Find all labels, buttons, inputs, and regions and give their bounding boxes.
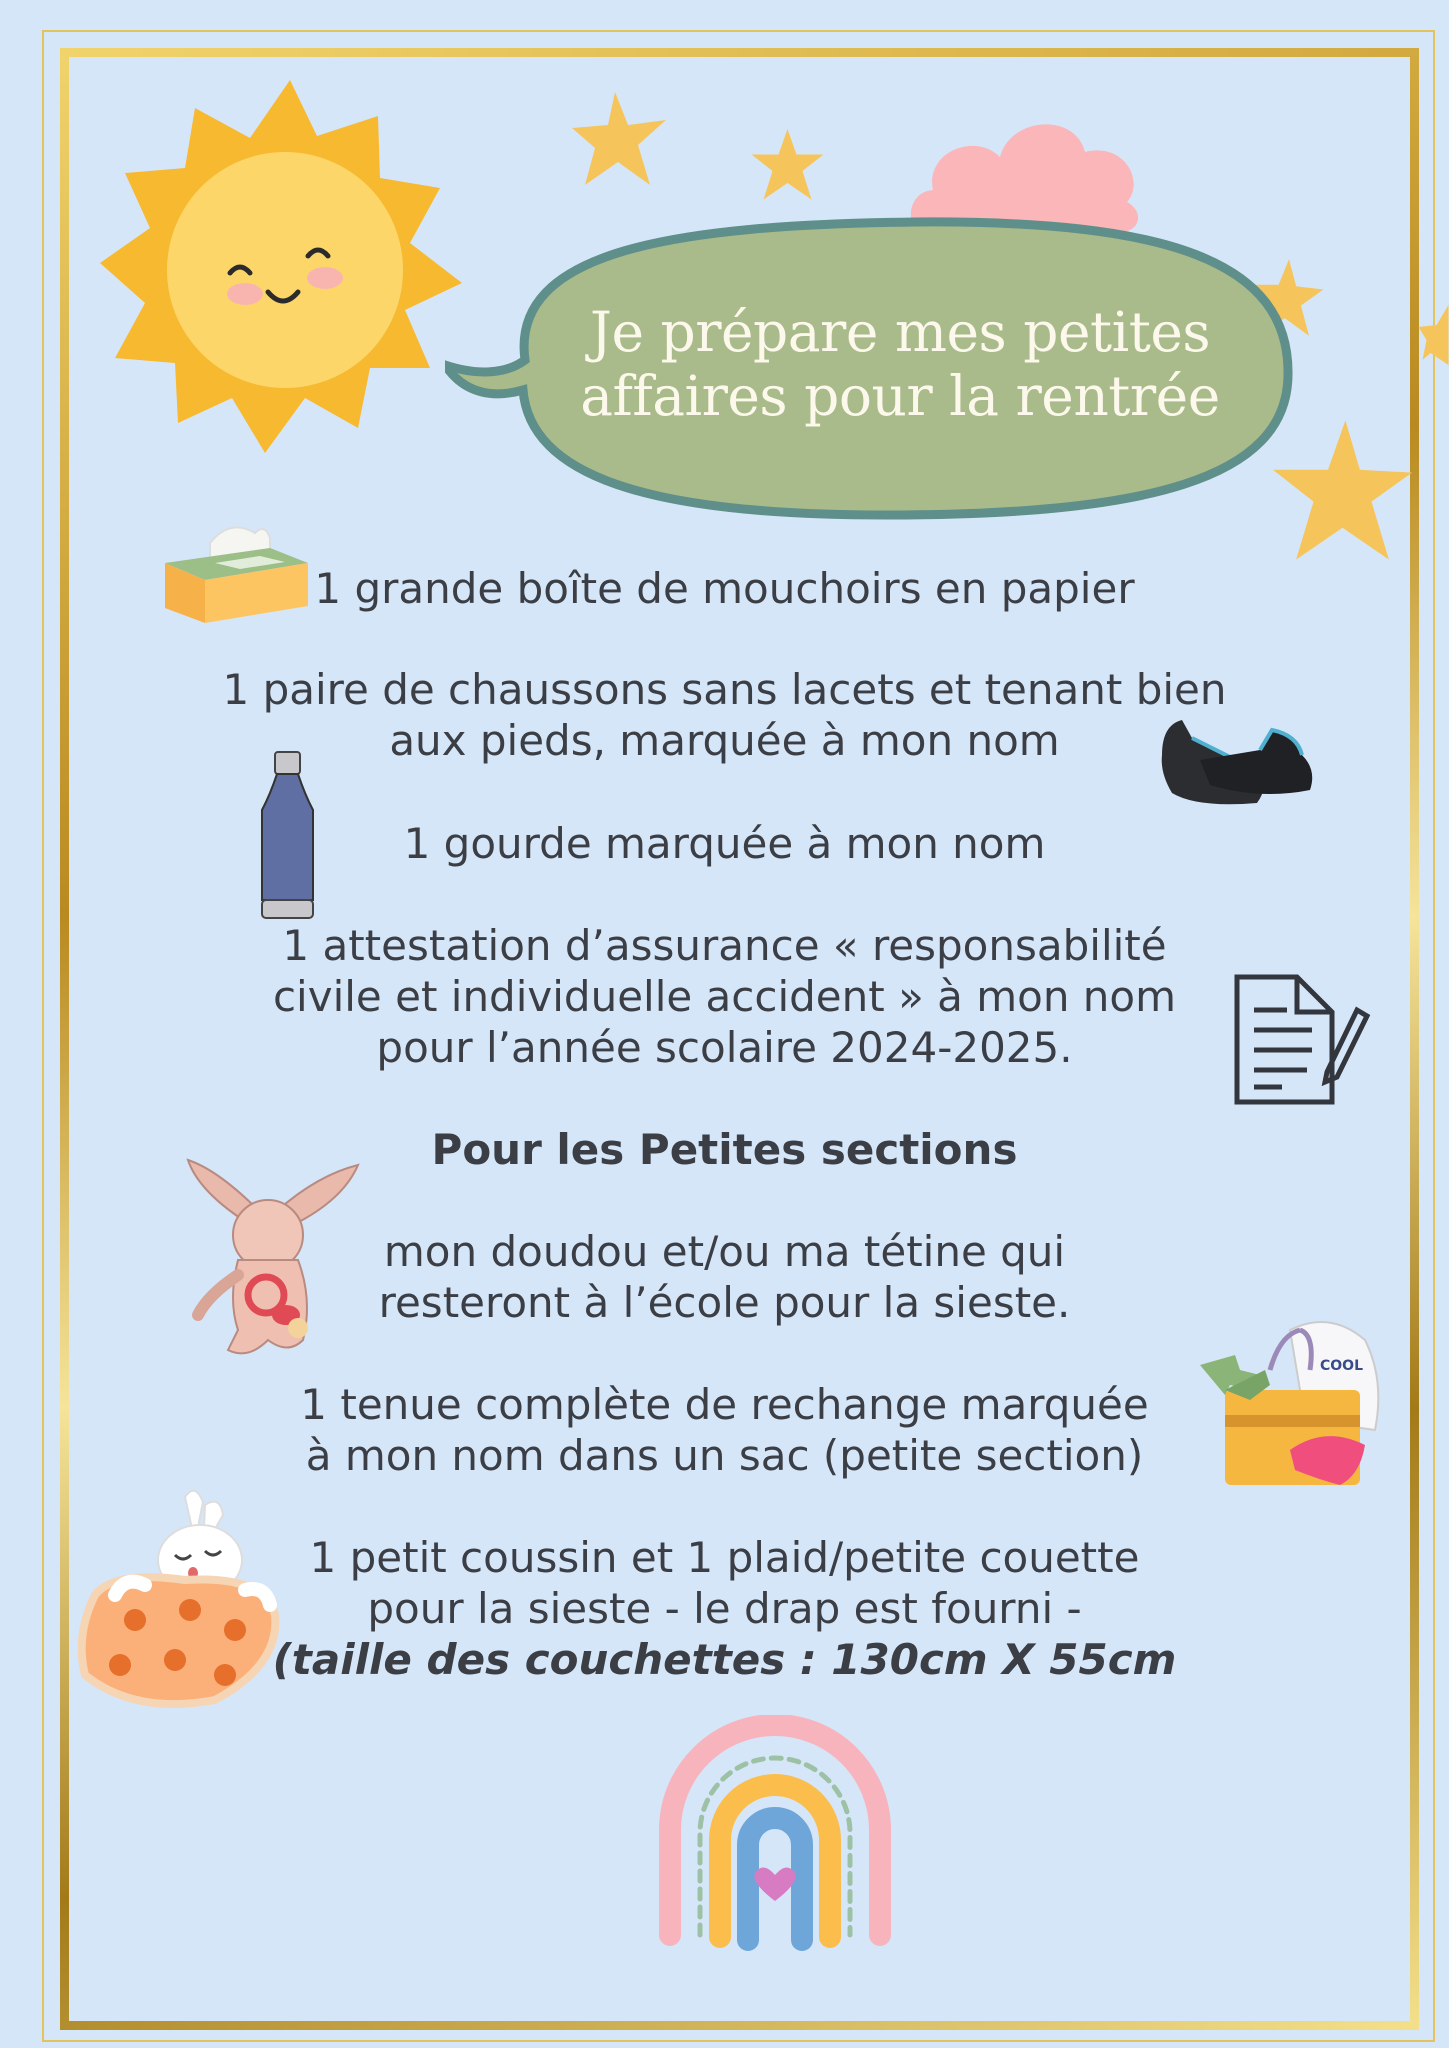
- item-insurance-line-3: pour l’année scolaire 2024-2025.: [376, 1023, 1073, 1072]
- document-with-pen-icon: [1232, 972, 1372, 1107]
- title-line-1: Je prépare mes petites: [589, 300, 1211, 364]
- item-nap-line-3: (taille des couchettes : 130cm X 55cm: [272, 1635, 1177, 1684]
- star-icon: [570, 85, 670, 195]
- item-doudou-line-1: mon doudou et/ou ma tétine qui: [383, 1227, 1066, 1276]
- item-doudou-line-2: resteront à l’école pour la sieste.: [378, 1278, 1071, 1327]
- item-insurance-line-2: civile et individuelle accident » à mon nom: [272, 972, 1177, 1021]
- page-title: [530, 300, 1270, 428]
- item-clothes-line-1: 1 tenue complète de rechange marquée: [300, 1380, 1149, 1429]
- item-nap-line-1: 1 petit coussin et 1 plaid/petite couette: [309, 1533, 1140, 1582]
- item-slippers-line-2: aux pieds, marquée à mon nom: [389, 716, 1060, 765]
- item-tissues: 1 grande boîte de mouchoirs en papier: [314, 564, 1135, 613]
- item-clothes-line-2: à mon nom dans un sac (petite section): [305, 1431, 1144, 1480]
- item-nap-line-2: pour la sieste - le drap est fourni -: [367, 1584, 1082, 1633]
- star-icon: [750, 125, 825, 205]
- item-insurance-line-1: 1 attestation d’assurance « responsabilité: [282, 921, 1167, 970]
- shirt-print-text: COOL: [1320, 1358, 1363, 1374]
- slippers-icon: [1152, 715, 1317, 815]
- title-line-2: affaires pour la rentrée: [580, 364, 1220, 428]
- rainbow-icon: [650, 1715, 900, 1955]
- item-bottle: 1 gourde marquée à mon nom: [403, 819, 1046, 868]
- item-slippers-line-1: 1 paire de chaussons sans lacets et tenant bien: [222, 665, 1227, 714]
- star-icon: [1418, 305, 1449, 365]
- smiling-sun-icon: [100, 78, 470, 458]
- section-heading: Pour les Petites sections: [431, 1125, 1018, 1174]
